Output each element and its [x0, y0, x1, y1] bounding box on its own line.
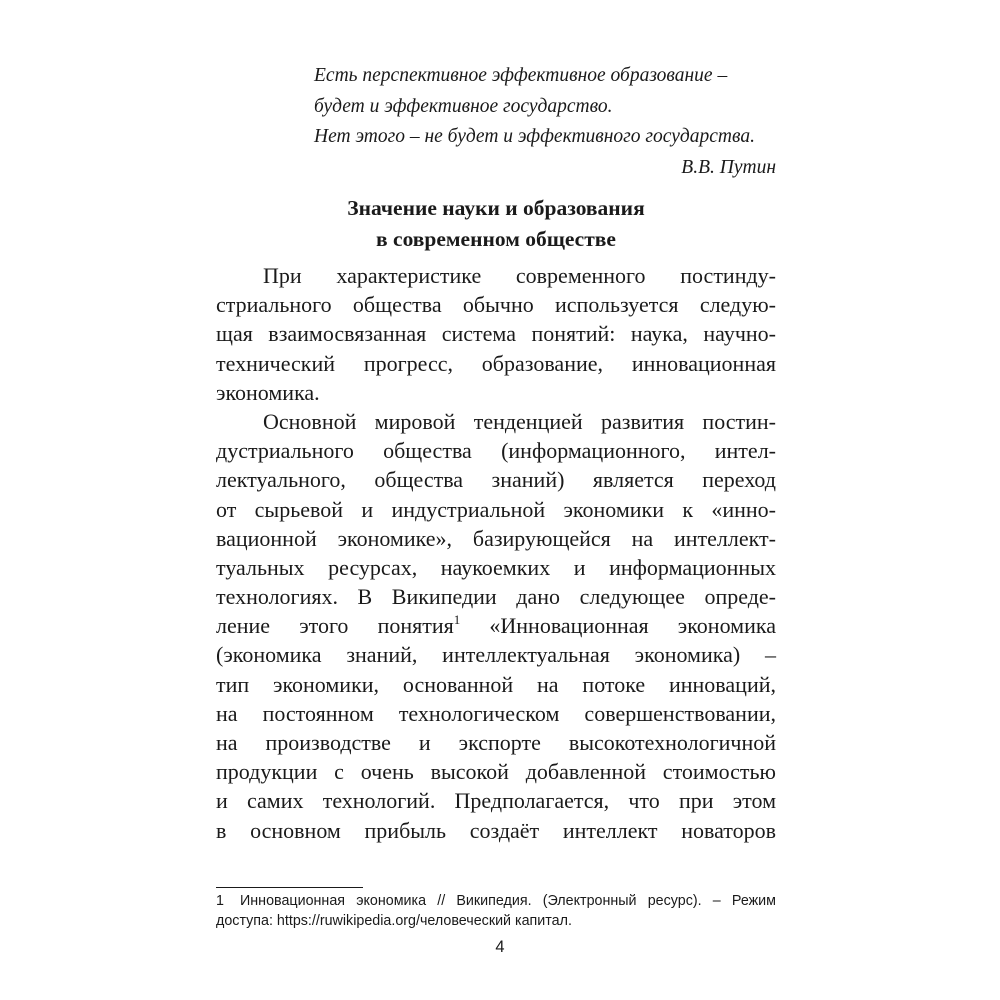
paragraph-2-line: дустриального общества (информационного, интел- [216, 438, 776, 464]
paragraph-1-line: технический прогресс, образование, инновационная [216, 350, 776, 376]
paragraph-2-line: продукции с очень высокой добавленной стоимостью [216, 759, 776, 785]
footnote [216, 891, 776, 931]
paragraph-2-line: Основной мировой тенденцией развития постин- [263, 408, 776, 434]
paragraph-2-line: и самих технологий. Предполагается, что при этом [216, 788, 776, 814]
paragraph-2-line: лектуального, общества знаний) является переход [216, 467, 776, 493]
paragraph-2-line: технологиях. В Википедии дано следующее опреде- [216, 584, 776, 610]
paragraph-2-text: «Инновационная экономика [460, 613, 776, 639]
footnote-url-text[interactable]: доступа: https://ruwikipedia.org/человеческий капитал. [216, 913, 572, 929]
paragraph-1-line: стриального общества обычно используется следую- [216, 292, 776, 318]
paragraph-2-line: от сырьевой и индустриальной экономики к «инно- [216, 496, 776, 522]
body-text [216, 261, 776, 845]
heading-line-2: в современном обществе [376, 227, 616, 251]
footnote-line-1 [216, 891, 776, 911]
paragraph-2-line: туальных ресурсах, наукоемких и информационных [216, 554, 776, 580]
paragraph-2-text: ление этого понятия [216, 613, 454, 639]
paragraph-2-line: тип экономики, основанной на потоке инноваций, [216, 671, 776, 697]
footnote-number: 1 [216, 893, 224, 909]
paragraph-2-line: (экономика знаний, интеллектуальная экономика) – [216, 642, 776, 668]
footnote-divider [216, 887, 363, 888]
epigraph-line: Есть перспективное эффективное образование – [314, 65, 728, 86]
paragraph-2-line: вационной экономике», базирующейся на интеллект- [216, 525, 776, 551]
epigraph-line: Нет этого – не будет и эффективного государства. [314, 126, 755, 147]
paragraph-1-line: При характеристике современного постинду- [263, 263, 776, 288]
paragraph-2-line: на постоянном технологическом совершенствовании, [216, 700, 776, 726]
footnote-text: Инновационная экономика // Википедия. (Электронный ресурс). – Режим [240, 893, 776, 909]
paragraph-1-line: щая взаимосвязанная система понятий: наука, научно- [216, 321, 776, 347]
paragraph-2-line: на производстве и экспорте высокотехнологичной [216, 730, 776, 755]
heading-line-1: Значение науки и образования [347, 196, 645, 220]
page-number: 4 [495, 938, 505, 956]
paragraph-1-line: экономика. [216, 379, 320, 405]
paragraph-2-line [216, 611, 776, 640]
section-heading [216, 193, 776, 255]
footnote-line-2 [216, 911, 776, 931]
paragraph-2-line: в основном прибыль создаёт интеллект новаторов [216, 817, 776, 843]
epigraph-line: будет и эффективное государство. [314, 95, 613, 117]
footnote-reference[interactable]: 1 [453, 612, 461, 628]
epigraph-author: В.В. Путин [681, 156, 776, 178]
epigraph [314, 61, 776, 183]
